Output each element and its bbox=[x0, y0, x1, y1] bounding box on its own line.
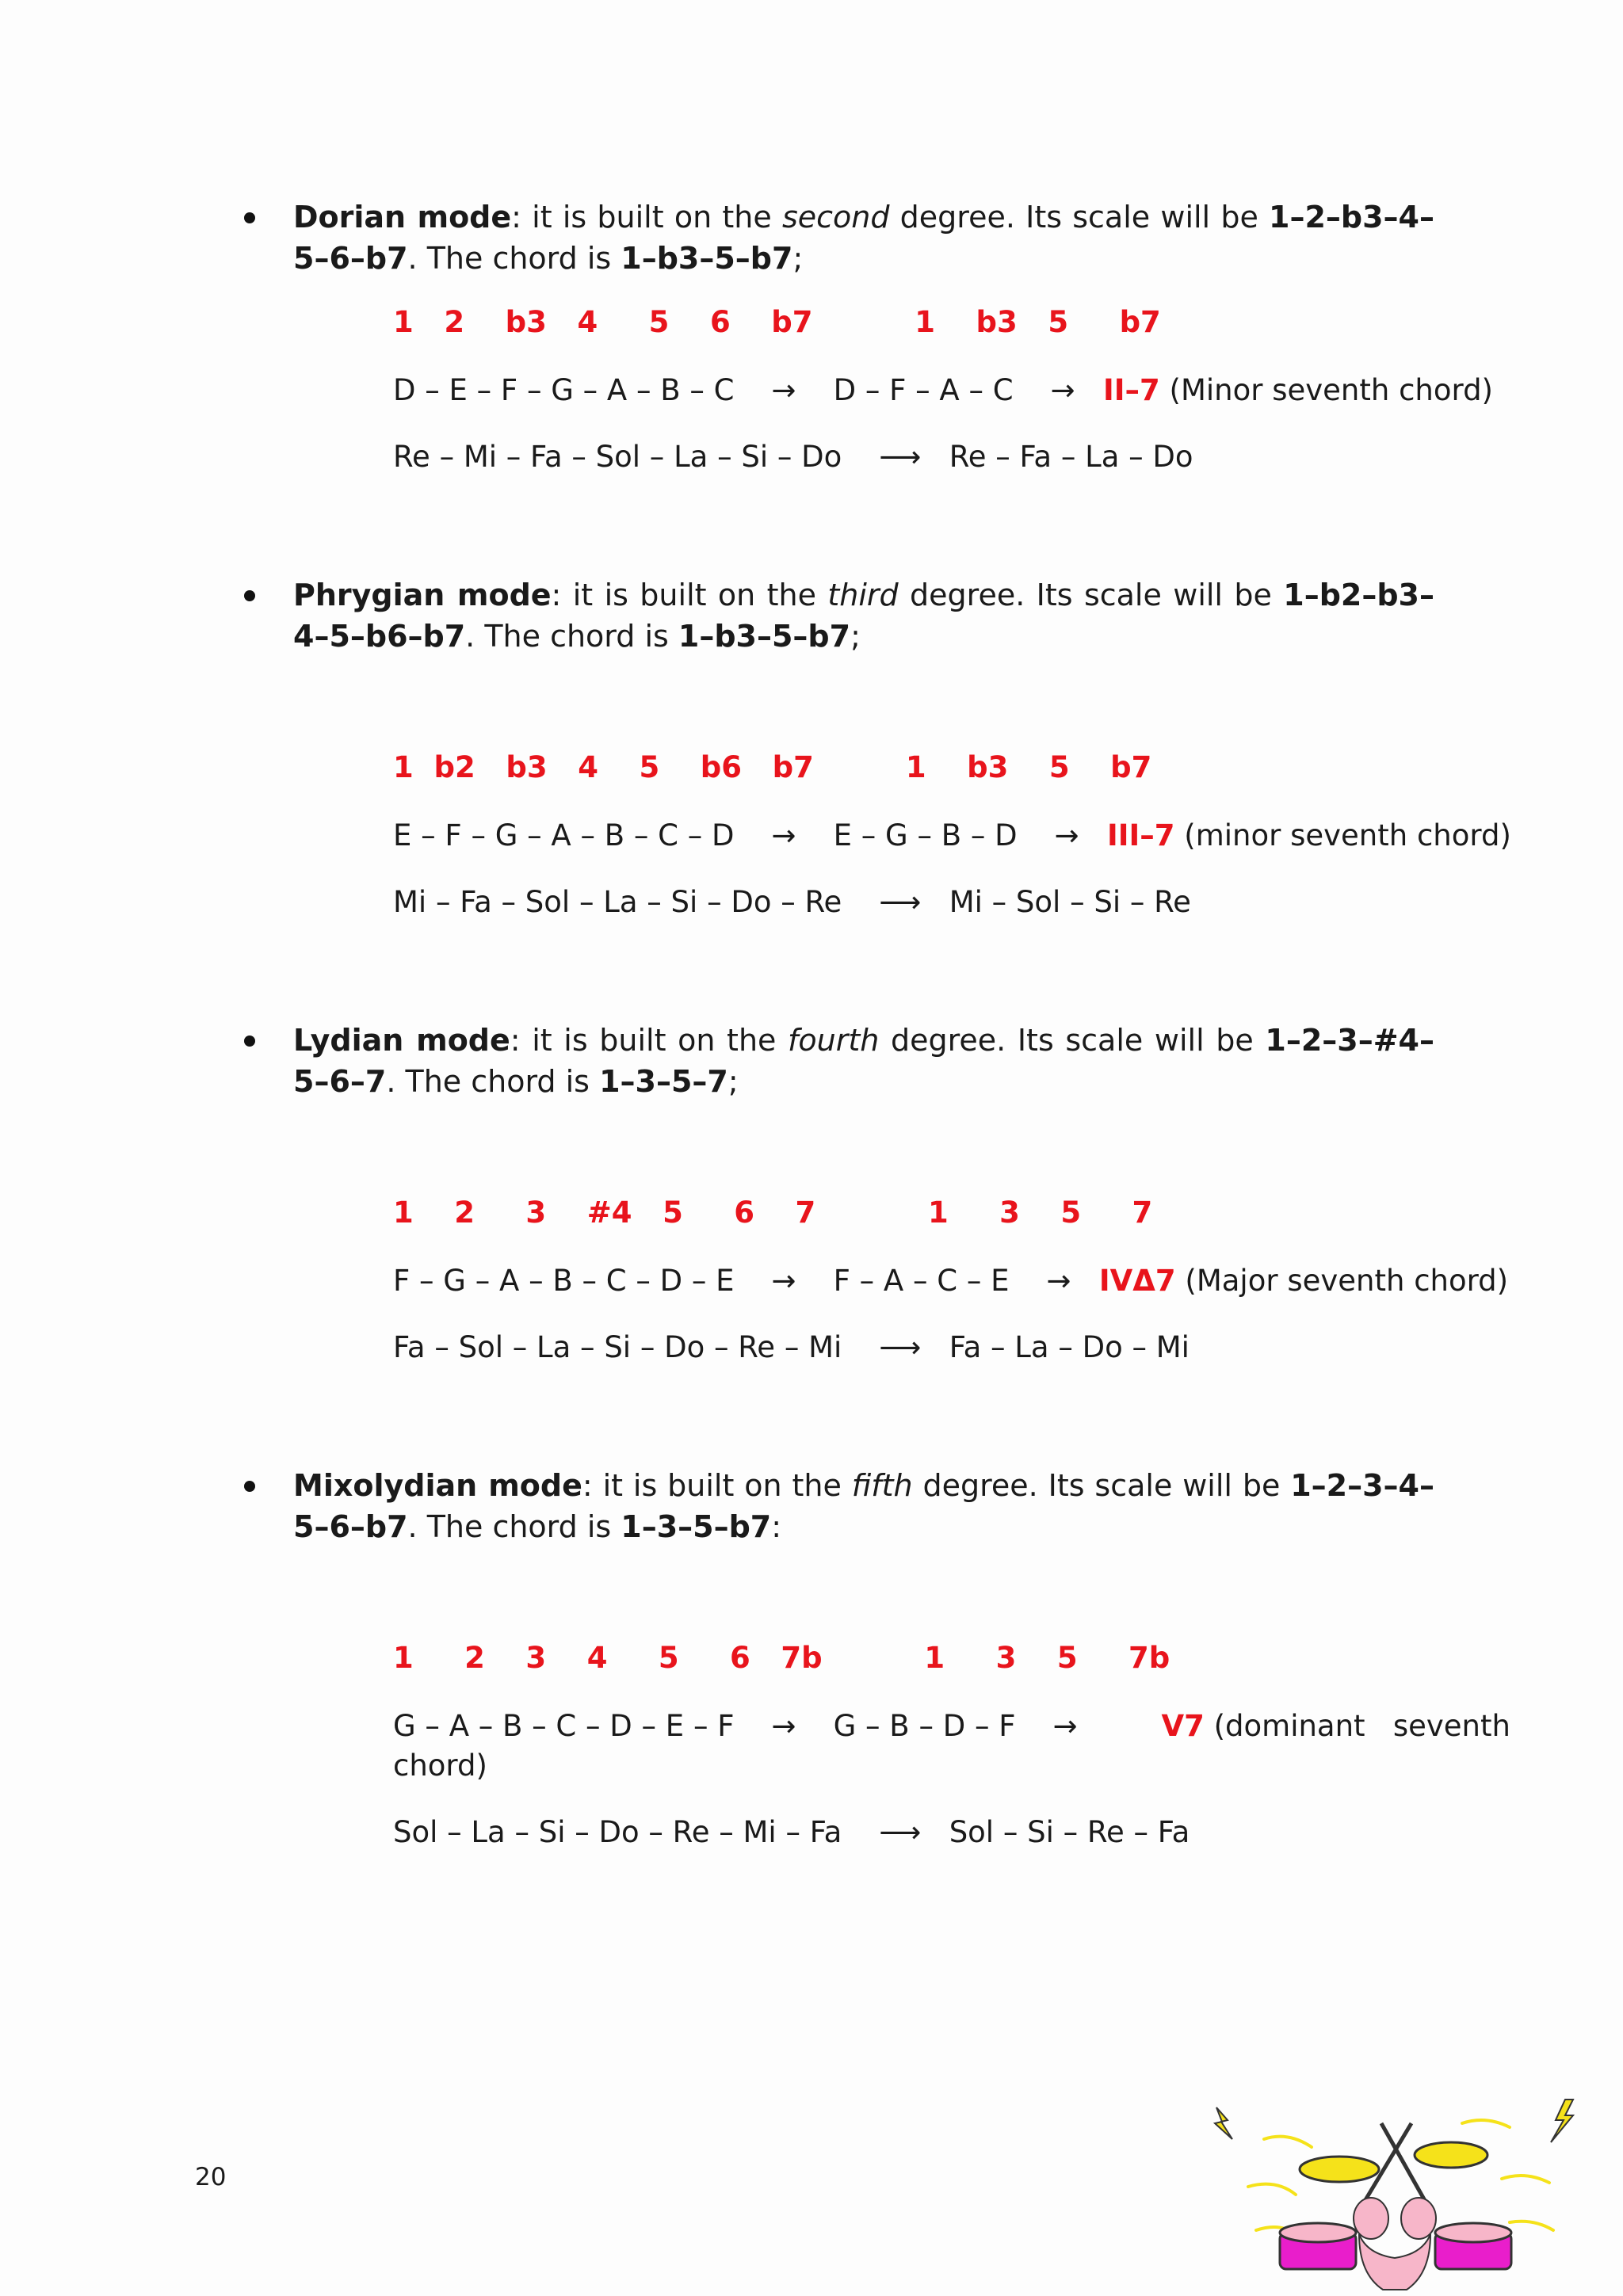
degree-word: third bbox=[827, 578, 899, 612]
page-number: 20 bbox=[195, 2163, 227, 2191]
scale-formula: 1–2–3–#4–5–6–7 bbox=[293, 1023, 1434, 1099]
long-arrow-icon: ⟶ bbox=[879, 440, 922, 474]
bullet-icon bbox=[244, 1035, 255, 1047]
degree-numbers-row: 1 b2 b3 4 5 b6 b7 1 b3 5 b7 bbox=[393, 750, 1152, 784]
mode-name: Mixolydian mode bbox=[293, 1468, 582, 1503]
solfege-row: Re – Mi – Fa – Sol – La – Si – Do ⟶ Re – Fa – La – Do bbox=[393, 440, 1193, 474]
arrow-icon: → bbox=[1052, 1709, 1078, 1743]
mode-description: Lydian mode: it is built on the fourth degree. Its scale will be 1–2–3–#4–5–6–7. The chord is 1–3–5–7; bbox=[238, 1020, 1434, 1102]
mode-section-phrygian bbox=[238, 574, 1434, 657]
bullet-icon bbox=[244, 590, 255, 601]
solfege-row: Sol – La – Si – Do – Re – Mi – Fa ⟶ Sol – Si – Re – Fa bbox=[393, 1815, 1190, 1849]
letter-names-row: D – E – F – G – A – B – C → D – F – A – C → II–7 (Minor seventh chord) bbox=[393, 373, 1493, 407]
chord-numeral: II–7 bbox=[1102, 373, 1160, 407]
mode-section-lydian bbox=[238, 1020, 1434, 1102]
degree-word: fourth bbox=[788, 1023, 880, 1058]
mode-description: Dorian mode: it is built on the second degree. Its scale will be 1–2–b3–4–5–6–b7. The chord is 1–b3–5–b7; bbox=[238, 196, 1434, 279]
chord-name: (Major seventh chord) bbox=[1175, 1264, 1509, 1298]
letter-names-row: E – F – G – A – B – C – D → E – G – B – D → III–7 (minor seventh chord) bbox=[393, 818, 1511, 852]
chord-name-wrap: chord) bbox=[393, 1749, 487, 1783]
chord-name: (Minor seventh chord) bbox=[1159, 373, 1493, 407]
scale-formula: 1–b2–b3–4–5–b6–b7 bbox=[293, 578, 1434, 654]
long-arrow-icon: ⟶ bbox=[879, 885, 922, 919]
chord-numeral: III–7 bbox=[1106, 818, 1175, 852]
mode-name: Lydian mode bbox=[293, 1023, 510, 1058]
drummer-illustration-icon bbox=[1201, 2092, 1589, 2296]
bullet-icon bbox=[244, 212, 255, 223]
chord-name: (dominant seventh bbox=[1204, 1709, 1510, 1743]
letter-names-row: F – G – A – B – C – D – E → F – A – C – E → IVΔ7 (Major seventh chord) bbox=[393, 1264, 1509, 1298]
arrow-icon: → bbox=[1046, 1264, 1071, 1298]
mode-section-dorian bbox=[238, 196, 1434, 279]
scale-formula: 1–2–3–4–5–6–b7 bbox=[293, 1468, 1434, 1544]
arrow-icon: → bbox=[771, 373, 796, 407]
chord-formula: 1–b3–5–b7 bbox=[678, 619, 851, 654]
degree-numbers-row: 1 2 3 #4 5 6 7 1 3 5 7 bbox=[393, 1196, 1153, 1230]
mode-description: Phrygian mode: it is built on the third degree. Its scale will be 1–b2–b3–4–5–b6–b7. The chord is 1–b3–5–b7; bbox=[238, 574, 1434, 657]
long-arrow-icon: ⟶ bbox=[879, 1330, 922, 1364]
arrow-icon: → bbox=[771, 1709, 796, 1743]
arrow-icon: → bbox=[1050, 373, 1075, 407]
arrow-icon: → bbox=[1054, 818, 1079, 852]
chord-numeral: IVΔ7 bbox=[1098, 1264, 1176, 1298]
arrow-icon: → bbox=[771, 818, 796, 852]
degree-numbers-row: 1 2 3 4 5 6 7b 1 3 5 7b bbox=[393, 1641, 1170, 1675]
chord-formula: 1–b3–5–b7 bbox=[621, 241, 793, 276]
solfege-row: Mi – Fa – Sol – La – Si – Do – Re ⟶ Mi – Sol – Si – Re bbox=[393, 885, 1191, 919]
chord-formula: 1–3–5–b7 bbox=[621, 1509, 772, 1544]
chord-formula: 1–3–5–7 bbox=[599, 1064, 728, 1099]
mode-section-mixolydian bbox=[238, 1465, 1434, 1547]
bullet-icon bbox=[244, 1481, 255, 1492]
mode-name: Phrygian mode bbox=[293, 578, 552, 612]
chord-numeral: V7 bbox=[1161, 1709, 1205, 1743]
scale-formula: 1–2–b3–4–5–6–b7 bbox=[293, 200, 1434, 276]
chord-name: (minor seventh chord) bbox=[1174, 818, 1511, 852]
degree-word: second bbox=[781, 200, 890, 235]
solfege-row: Fa – Sol – La – Si – Do – Re – Mi ⟶ Fa – La – Do – Mi bbox=[393, 1330, 1190, 1364]
mode-name: Dorian mode bbox=[293, 200, 512, 235]
degree-word: fifth bbox=[851, 1468, 913, 1503]
arrow-icon: → bbox=[771, 1264, 796, 1298]
degree-numbers-row: 1 2 b3 4 5 6 b7 1 b3 5 b7 bbox=[393, 305, 1161, 339]
letter-names-row: G – A – B – C – D – E – F → G – B – D – F → V7 (dominant seventh bbox=[393, 1709, 1510, 1743]
long-arrow-icon: ⟶ bbox=[879, 1815, 922, 1849]
mode-description: Mixolydian mode: it is built on the fifth degree. Its scale will be 1–2–3–4–5–6–b7. The chord is 1–3–5–b7: bbox=[238, 1465, 1434, 1547]
